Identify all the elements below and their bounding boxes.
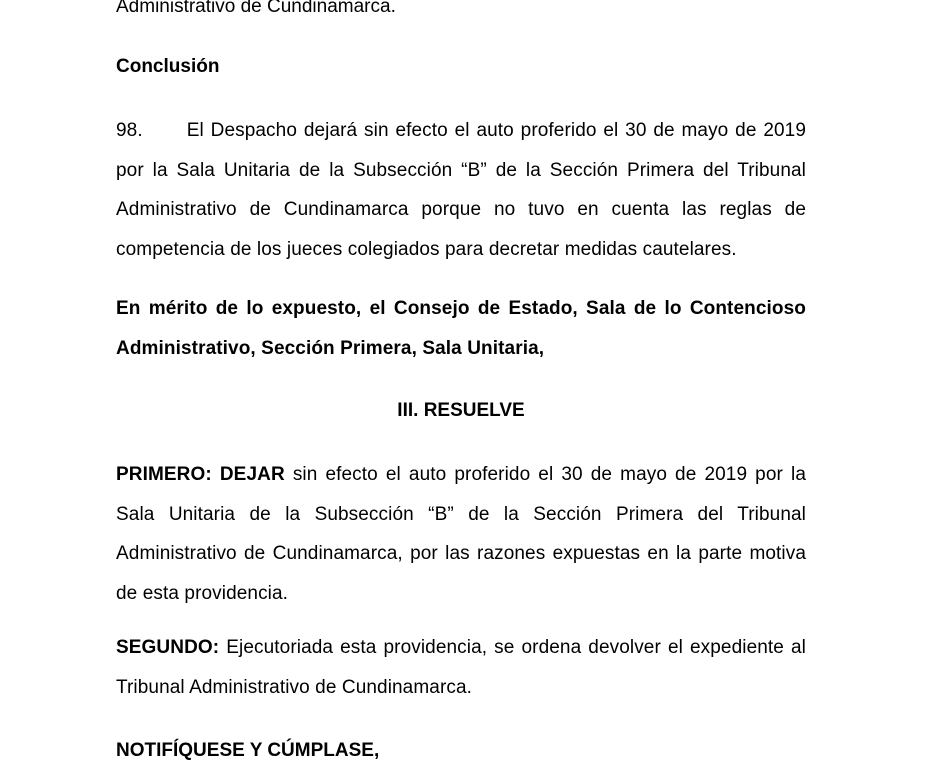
resolution-heading: III. RESUELVE	[397, 400, 525, 421]
section-heading-conclusion: Conclusión	[116, 56, 220, 77]
resolution-item-segundo	[116, 628, 806, 707]
paragraph-98-body	[116, 111, 806, 269]
primero-body	[116, 455, 806, 613]
segundo-body	[116, 628, 806, 707]
resolution-item-primero	[116, 455, 806, 613]
segundo-text: Ejecutoriada esta providencia, se ordena devolver el expediente al Tribunal Administrativo de Cundinamarca.	[116, 637, 806, 698]
paragraph-98-text: El Despacho dejará sin efecto el auto proferido el 30 de mayo de 2019 por la Sala Unitaria de la Subsección “B” de la Sección Primera del Tribunal Administrativo de Cundinamarca porque no tuvo en cuenta las reglas de competencia de los jueces colegiados para decretar medidas cautelares.	[116, 120, 806, 260]
merit-paragraph-text: En mérito de lo expuesto, el Consejo de Estado, Sala de lo Contencioso Administrativo, Sección Primera, Sala Unitaria,	[116, 298, 806, 359]
segundo-label: SEGUNDO:	[116, 637, 220, 658]
paragraph-98	[116, 111, 806, 269]
merit-paragraph	[116, 289, 806, 368]
primero-text: sin efecto el auto proferido el 30 de mayo de 2019 por la Sala Unitaria de la Subsección “B” de la Sección Primera del Tribunal Administrativo de Cundinamarca, por las razones expuestas en la parte motiva de esta providencia.	[116, 464, 806, 604]
primero-label: PRIMERO: DEJAR	[116, 464, 285, 485]
closing-notification: NOTIFÍQUESE Y CÚMPLASE,	[116, 740, 380, 761]
clipped-continuation-line: Administrativo de Cundinamarca.	[116, 0, 396, 17]
paragraph-98-number: 98.	[116, 120, 143, 141]
